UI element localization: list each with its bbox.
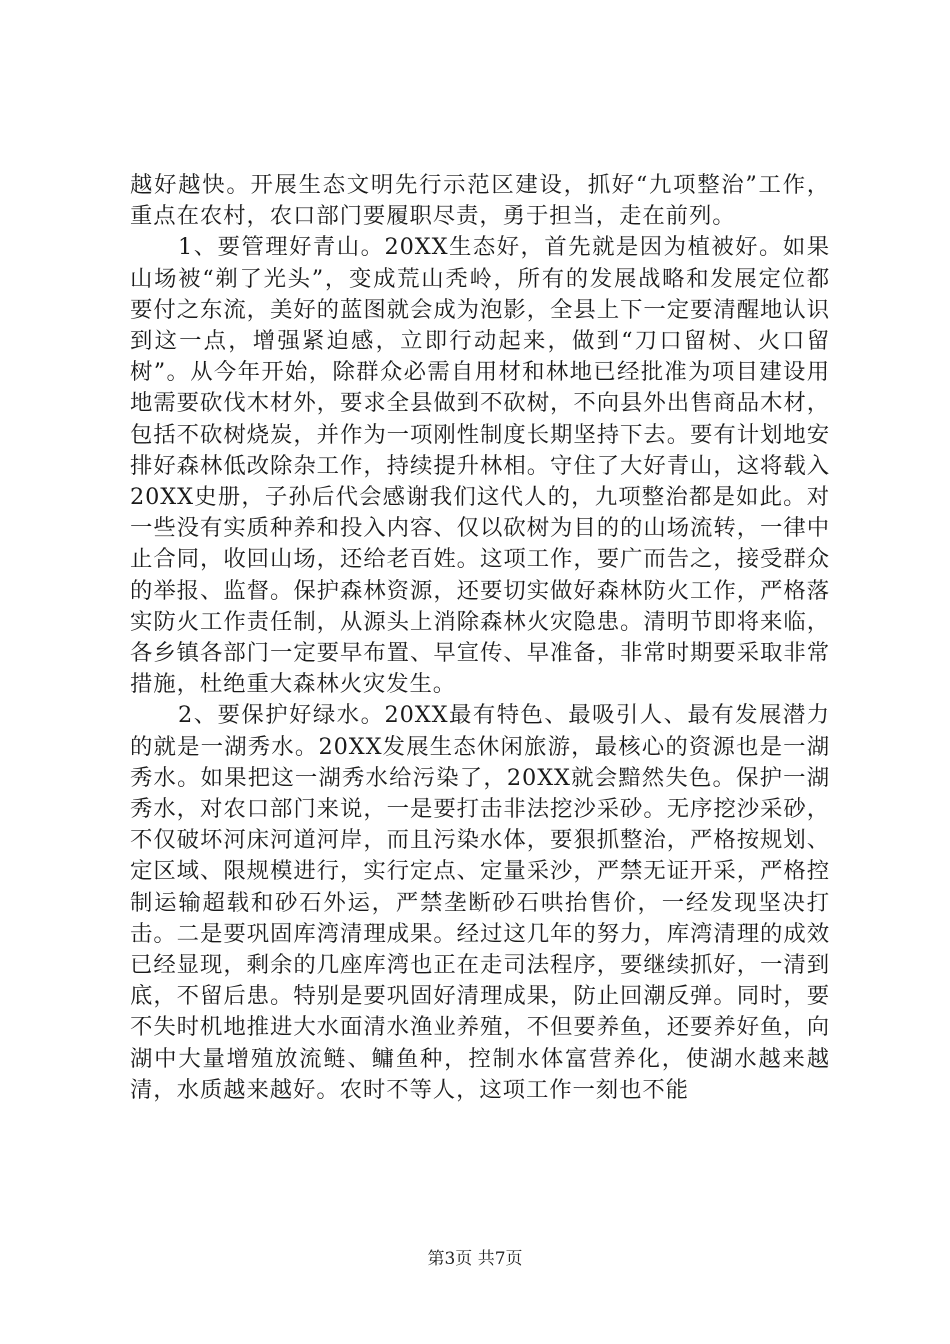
document-body	[130, 170, 830, 1106]
paragraph-protect-water: 2、要保护好绿水。20XX最有特色、最吸引人、最有发展潜力的就是一湖秀水。20XX发展生态休闲旅游，最核心的资源也是一湖秀水。如果把这一湖秀水给污染了，20XX就会黯然失色。保护一湖秀水，对农口部门来说，一是要打击非法挖沙采砂。无序挖沙采砂，不仅破坏河床河道河岸，而且污染水体，要狠抓整治，严格按规划、定区域、限规模进行，实行定点、定量采沙，严禁无证开采，严格控制运输超载和砂石外运，严禁垄断砂石哄抬售价，一经发现坚决打击。二是要巩固库湾清理成果。经过这几年的努力，库湾清理的成效已经显现，剩余的几座库湾也正在走司法程序，要继续抓好，一清到底，不留后患。特别是要巩固好清理成果，防止回潮反弹。同时，要不失时机地推进大水面清水渔业养殖，不但要养鱼，还要养好鱼，向湖中大量增殖放流鲢、鳙鱼种，控制水体富营养化，使湖水越来越清，水质越来越好。农时不等人，这项工作一刻也不能	[130, 702, 830, 1103]
page-number-footer: 第3页 共7页	[427, 1249, 523, 1269]
paragraph-continuation: 越好越快。开展生态文明先行示范区建设，抓好“九项整治”工作，重点在农村，农口部门要履职尽责，勇于担当，走在前列。	[130, 172, 830, 230]
paragraph-protect-mountains: 1、要管理好青山。20XX生态好，首先就是因为植被好。如果山场被“剃了光头”，变成荒山秃岭，所有的发展战略和发展定位都要付之东流，美好的蓝图就会成为泡影，全县上下一定要清醒地认识到这一点，增强紧迫感，立即行动起来，做到“刀口留树、火口留树”。从今年开始，除群众必需自用材和林地已经批准为项目建设用地需要砍伐木材外，要求全县做到不砍树，不向县外出售商品木材，包括不砍树烧炭，并作为一项刚性制度长期坚持下去。要有计划地安排好森林低改除杂工作，持续提升林相。守住了大好青山，这将载入20XX史册，子孙后代会感谢我们这代人的，九项整治都是如此。对一些没有实质种养和投入内容、仅以砍树为目的的山场流转，一律中止合同，收回山场，还给老百姓。这项工作，要广而告之，接受群众的举报、监督。保护森林资源，还要切实做好森林防火工作，严格落实防火工作责任制，从源头上消除森林火灾隐患。清明节即将来临，各乡镇各部门一定要早布置、早宣传、早准备，非常时期要采取非常措施，杜绝重大森林火灾发生。	[130, 234, 830, 698]
